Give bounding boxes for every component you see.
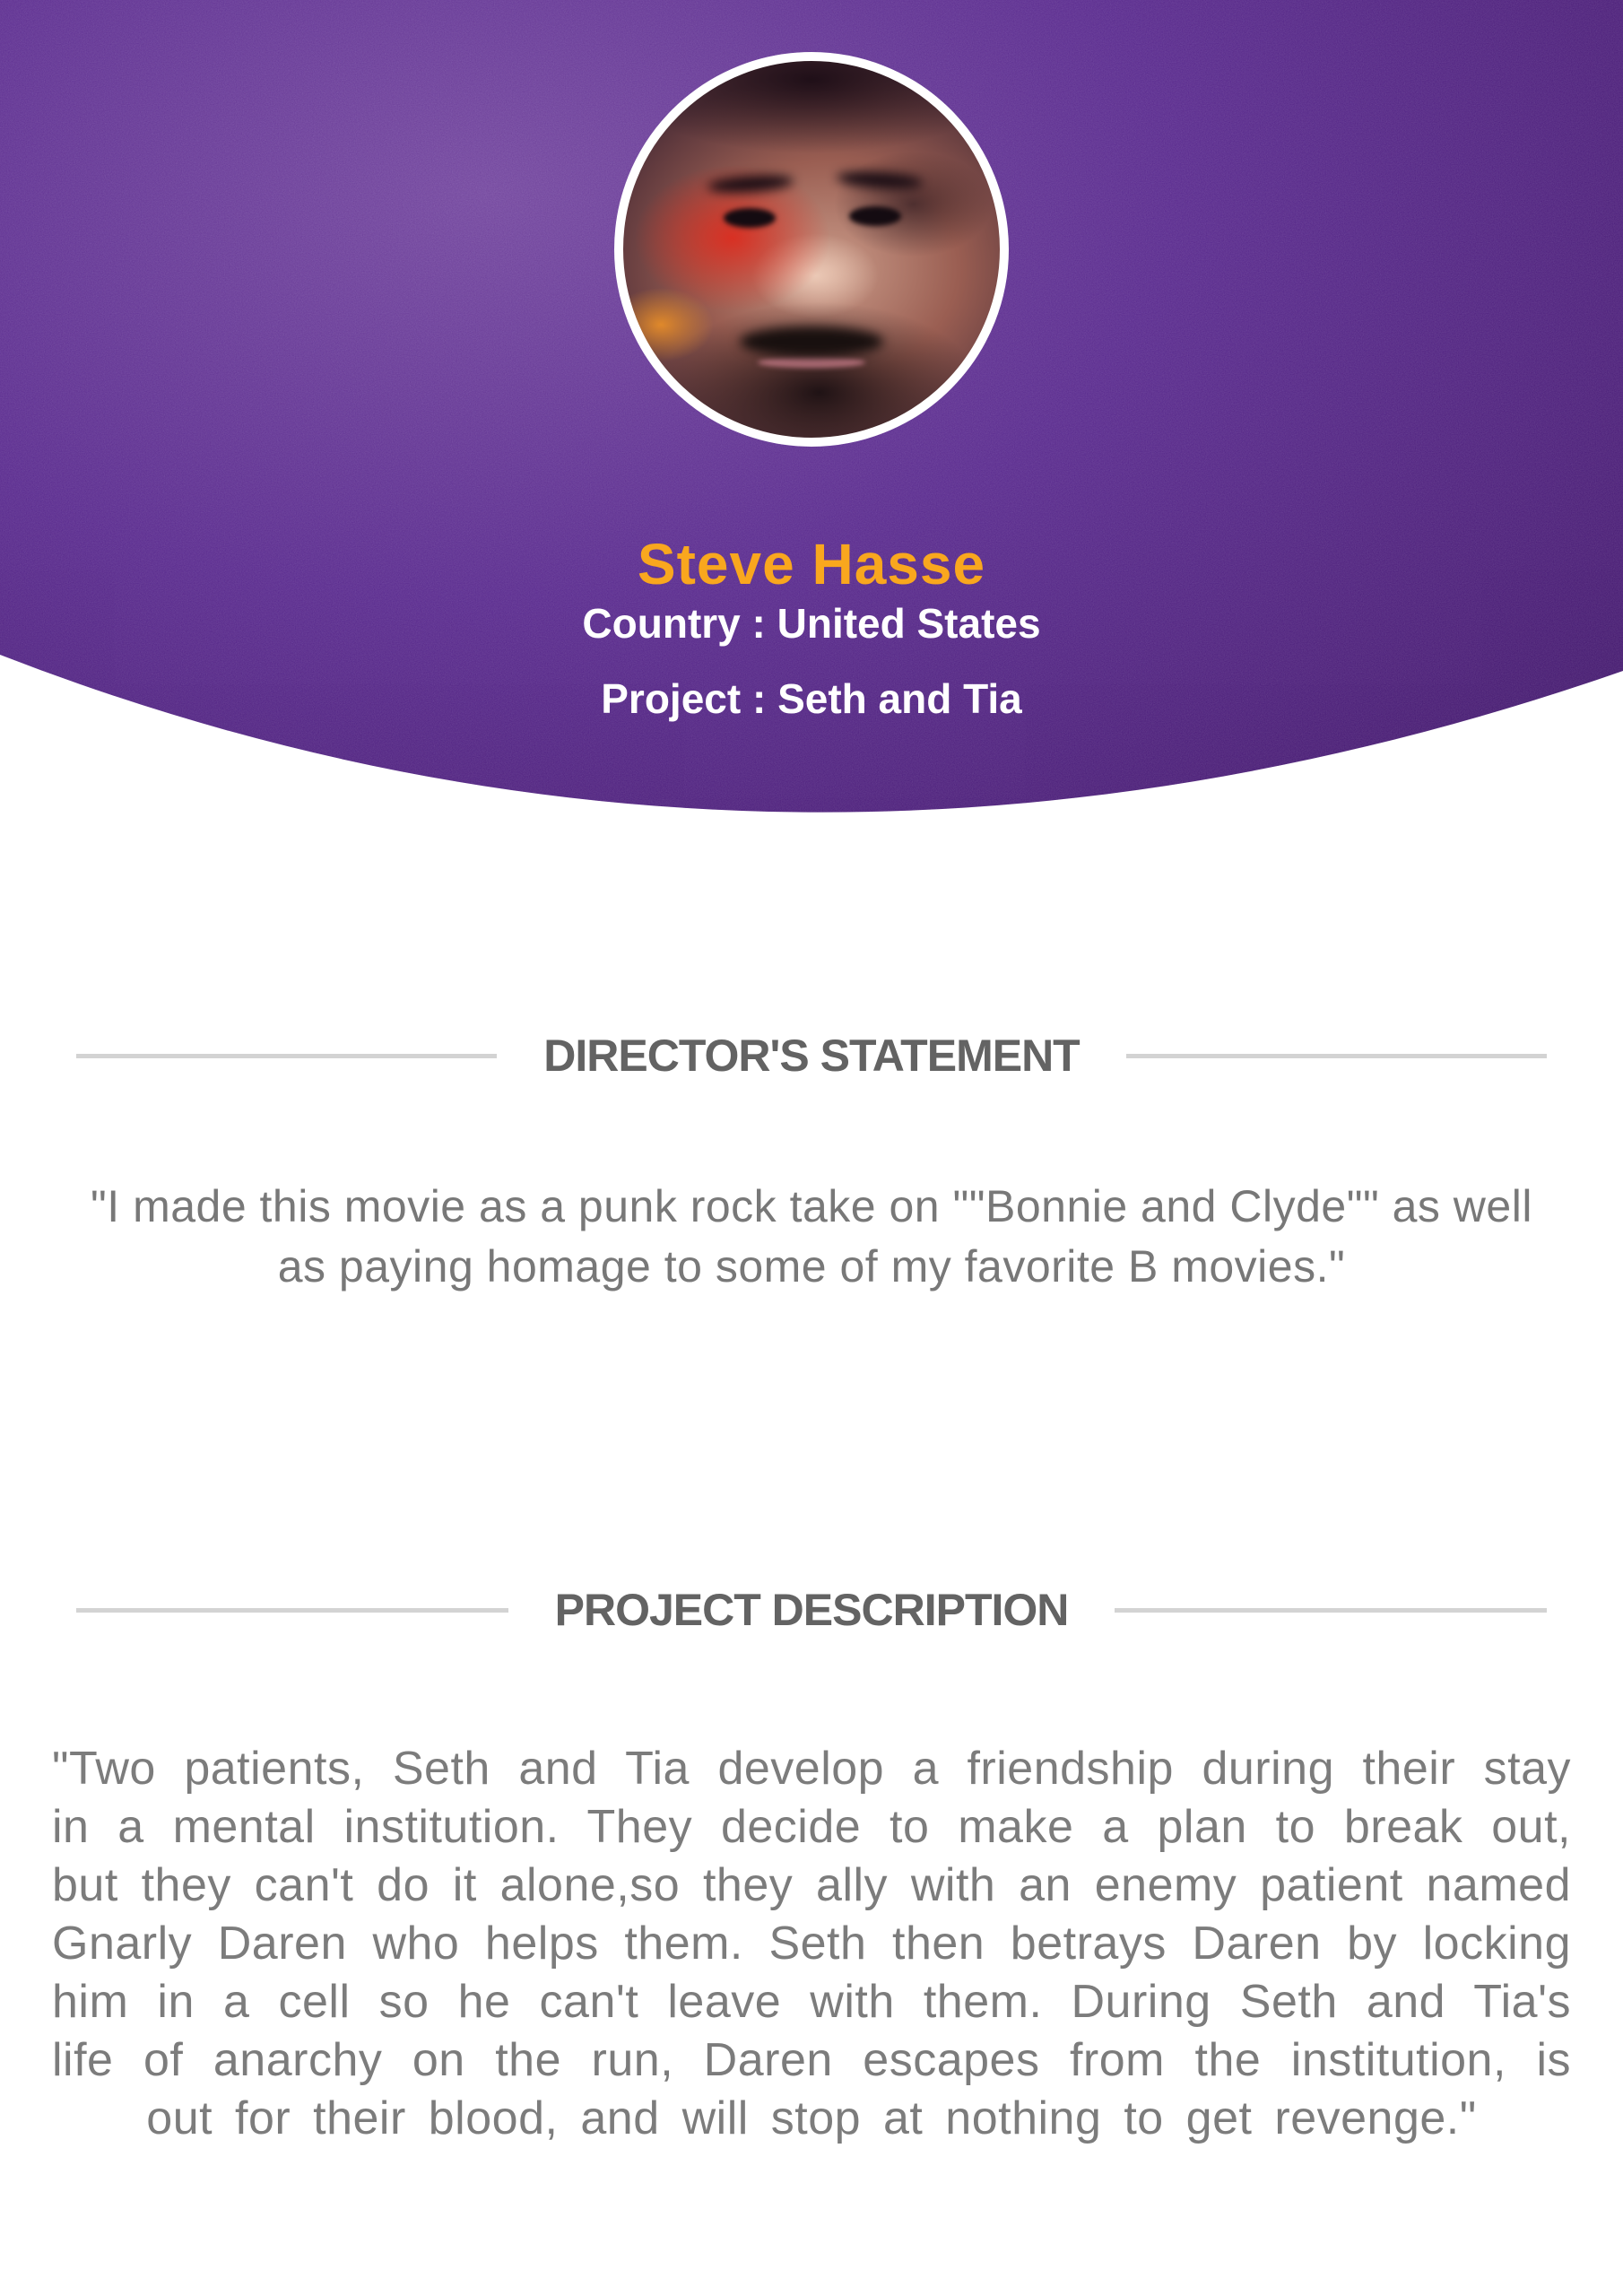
portrait-mustache <box>740 326 883 357</box>
portrait-right-eye <box>849 206 901 226</box>
description-text: "Two patients, Seth and Tia develop a friendship during their stay in a mental institution. They decide to make a plan to break out, but they can't do it alone,so they ally with an enemy patient named Gnarly Daren who helps them. Seth then betrays Daren by locking him in a cell so he can't leave with them. During Seth and Tia's life of anarchy on the run, Daren escapes from the institution, is out for their blood, and will stop at nothing to get revenge." <box>52 1743 1571 2144</box>
project-label: Project : Seth and Tia <box>601 675 1022 722</box>
divider-line-right <box>1126 1054 1547 1058</box>
description-section-title: PROJECT DESCRIPTION <box>554 1585 1069 1635</box>
portrait-left-eyebrow <box>707 173 794 196</box>
portrait-right-eyebrow <box>836 170 923 192</box>
divider-line-left <box>76 1054 497 1058</box>
description-section-heading <box>76 1584 1547 1636</box>
statement-section-heading <box>76 1030 1547 1082</box>
divider-line-left <box>76 1608 508 1613</box>
country-label: Country : United States <box>582 600 1041 647</box>
portrait-mouth <box>758 357 865 368</box>
profile-header <box>0 0 1623 964</box>
statement-text: "I made this movie as a punk rock take on ""Bonnie and Clyde"" as well as paying homage to some of my favorite B movies." <box>91 1181 1532 1292</box>
director-photo <box>614 52 1009 447</box>
portrait-left-eye <box>724 208 776 228</box>
statement-section-title: DIRECTOR'S STATEMENT <box>543 1031 1080 1081</box>
divider-line-right <box>1115 1608 1547 1613</box>
director-name: Steve Hasse <box>637 532 986 596</box>
